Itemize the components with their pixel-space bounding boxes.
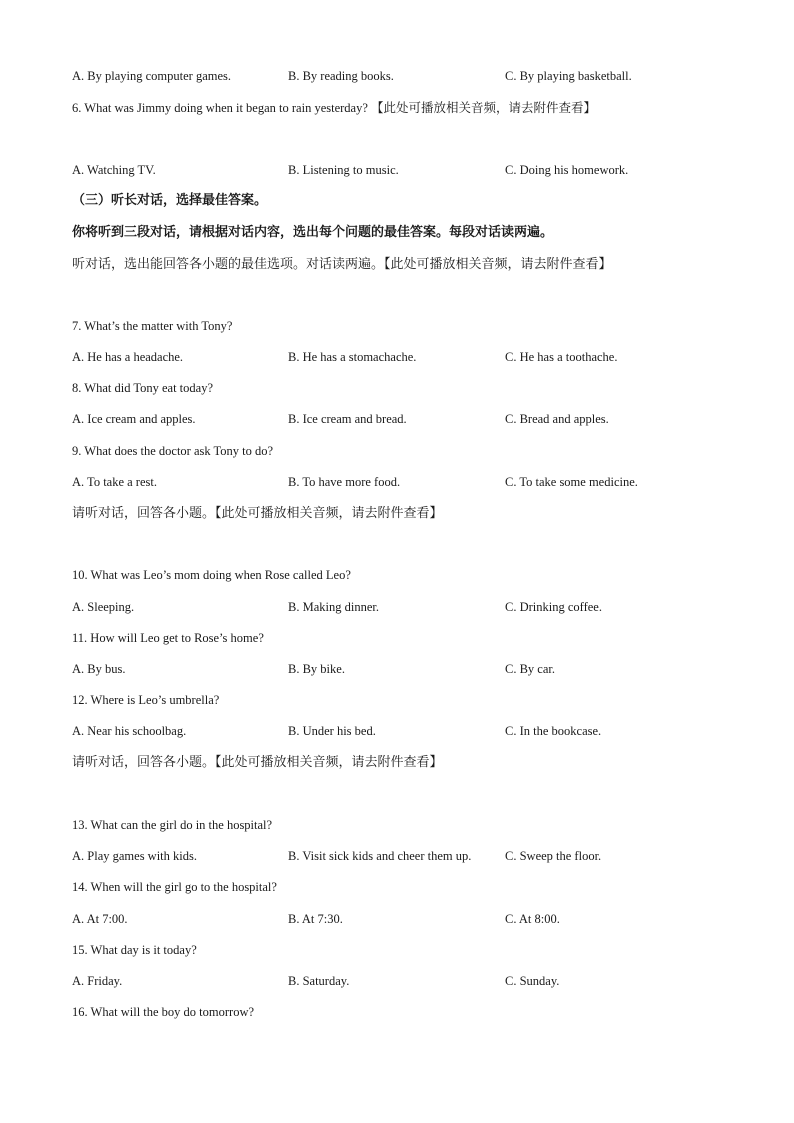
option-c: C. By playing basketball. (505, 69, 632, 83)
option-a: A. Ice cream and apples. (72, 412, 196, 426)
instruction-note: 请听对话，回答各小题。【此处可播放相关音频，请去附件查看】 (72, 755, 443, 770)
question-text: 14. When will the girl go to the hospital? (72, 880, 277, 894)
option-a: A. By bus. (72, 662, 126, 676)
option-a: A. Friday. (72, 974, 123, 988)
option-c: C. Sweep the floor. (505, 849, 602, 863)
option-b: B. At 7:30. (288, 912, 343, 926)
option-b: B. Saturday. (288, 974, 350, 988)
section-heading: （三）听长对话，选择最佳答案。 (72, 193, 268, 208)
option-a: A. By playing computer games. (72, 69, 231, 83)
question-text: 15. What day is it today? (72, 943, 197, 957)
answer-options (72, 973, 732, 989)
option-b: B. By bike. (288, 662, 345, 676)
option-a: A. Sleeping. (72, 600, 135, 614)
option-b: B. Listening to music. (288, 163, 399, 177)
option-a: A. To take a rest. (72, 475, 157, 489)
option-c: C. Bread and apples. (505, 412, 609, 426)
answer-options (72, 599, 732, 615)
section-heading: 你将听到三段对话，请根据对话内容，选出每个问题的最佳答案。每段对话读两遍。 (72, 225, 554, 240)
answer-options (72, 848, 732, 864)
option-c: C. Drinking coffee. (505, 600, 602, 614)
option-a: A. Near his schoolbag. (72, 724, 187, 738)
option-b: B. Under his bed. (288, 724, 376, 738)
answer-options (72, 474, 732, 490)
answer-options (72, 162, 732, 178)
option-b: B. Visit sick kids and cheer them up. (288, 849, 472, 863)
question-text: 16. What will the boy do tomorrow? (72, 1005, 255, 1019)
option-c: C. In the bookcase. (505, 724, 602, 738)
question-text: 10. What was Leo’s mom doing when Rose called Leo? (72, 568, 351, 582)
option-c: C. To take some medicine. (505, 475, 638, 489)
option-c: C. Sunday. (505, 974, 560, 988)
option-b: B. He has a stomachache. (288, 350, 417, 364)
option-c: C. At 8:00. (505, 912, 560, 926)
option-a: A. Watching TV. (72, 163, 156, 177)
question-text: 6. What was Jimmy doing when it began to rain yesterday? 【此处可播放相关音频，请去附件查看】 (72, 101, 597, 115)
option-b: B. By reading books. (288, 69, 394, 83)
answer-options (72, 68, 732, 84)
option-c: C. By car. (505, 662, 555, 676)
question-text: 8. What did Tony eat today? (72, 381, 213, 395)
question-text: 9. What does the doctor ask Tony to do? (72, 444, 274, 458)
question-text: 13. What can the girl do in the hospital? (72, 818, 273, 832)
answer-options (72, 411, 732, 427)
question-text: 12. Where is Leo’s umbrella? (72, 693, 220, 707)
answer-options (72, 349, 732, 365)
question-text: 7. What’s the matter with Tony? (72, 319, 233, 333)
question-text: 11. How will Leo get to Rose’s home? (72, 631, 264, 645)
option-a: A. He has a headache. (72, 350, 184, 364)
option-b: B. Ice cream and bread. (288, 412, 407, 426)
instruction-note: 请听对话，回答各小题。【此处可播放相关音频，请去附件查看】 (72, 506, 443, 521)
answer-options (72, 661, 732, 677)
option-b: B. To have more food. (288, 475, 401, 489)
option-a: A. Play games with kids. (72, 849, 197, 863)
option-c: C. Doing his homework. (505, 163, 629, 177)
option-b: B. Making dinner. (288, 600, 379, 614)
option-c: C. He has a toothache. (505, 350, 618, 364)
answer-options (72, 723, 732, 739)
instruction-note: 听对话，选出能回答各小题的最佳选项。对话读两遍。【此处可播放相关音频，请去附件查看】 (72, 257, 612, 272)
answer-options (72, 911, 732, 927)
option-a: A. At 7:00. (72, 912, 128, 926)
